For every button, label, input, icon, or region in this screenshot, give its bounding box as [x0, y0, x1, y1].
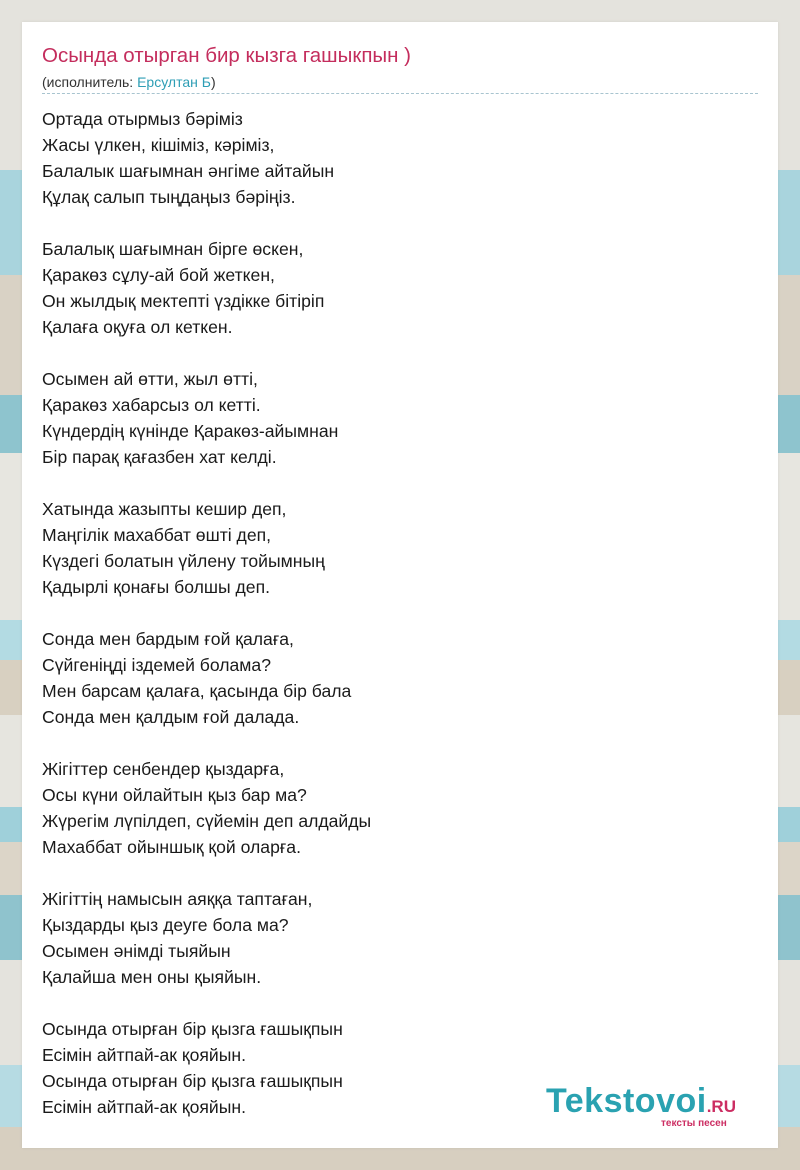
lyric-line: Қалайша мен оны қыяйын.	[42, 967, 262, 987]
lyrics-stanza	[42, 236, 371, 340]
lyric-line: Қаракөз сұлу-ай бой жеткен,	[42, 265, 275, 285]
lyrics-body	[42, 106, 371, 1146]
lyric-line: Осы күни ойлайтын қыз бар ма?	[42, 785, 307, 805]
lyric-line: Қадырлі қонағы болшы деп.	[42, 577, 270, 597]
lyric-line: Осында отырған бір қызга ғашықпын	[42, 1071, 343, 1091]
lyric-line: Осымен әнімді тыяйын	[42, 941, 231, 961]
lyric-line: Хатында жазыпты кешир деп,	[42, 499, 287, 519]
lyrics-stanza	[42, 756, 371, 860]
artist-byline	[42, 74, 216, 90]
lyric-line: Маңгілік махаббат өшті деп,	[42, 525, 272, 545]
lyric-line: Осында отырған бір қызга ғашықпын	[42, 1019, 343, 1039]
lyrics-stanza	[42, 886, 371, 990]
lyric-line: Махаббат ойыншық қой оларға.	[42, 837, 301, 857]
lyric-line: Жігіттің намысын аяққа таптаған,	[42, 889, 313, 909]
lyric-line: Есімін айтпай-ак қояйын.	[42, 1097, 246, 1117]
lyric-line: Сүйгеніңді іздемей болама?	[42, 655, 271, 675]
lyrics-card	[22, 22, 778, 1148]
lyric-line: Осымен ай өтти, жыл өтті,	[42, 369, 258, 389]
lyric-line: Жігіттер сенбендер қыздарға,	[42, 759, 285, 779]
site-logo[interactable]	[546, 1082, 756, 1130]
logo-tagline: тексты песен	[661, 1118, 727, 1129]
logo-tld: .RU	[706, 1097, 736, 1116]
lyric-line: Он жылдық мектепті үздікке бітіріп	[42, 291, 325, 311]
lyric-line: Балалық шағымнан бірге өскен,	[42, 239, 304, 259]
lyric-line: Күздегі болатын үйлену тойымның	[42, 551, 325, 571]
lyrics-stanza	[42, 496, 371, 600]
lyrics-stanza	[42, 1016, 371, 1120]
lyric-line: Қыздарды қыз деуге бола ма?	[42, 915, 289, 935]
lyric-line: Мен барсам қалаға, қасында бір бала	[42, 681, 352, 701]
lyric-line: Жасы үлкен, кішіміз, кәріміз,	[42, 135, 275, 155]
lyrics-stanza	[42, 626, 371, 730]
artist-link[interactable]: Ерсултан Б	[137, 74, 211, 90]
lyric-line: Күндердің күнінде Қаракөз-айымнан	[42, 421, 339, 441]
lyric-line: Құлақ салып тыңдаңыз бәріңіз.	[42, 187, 296, 207]
lyric-line: Сонда мен бардым ғой қалаға,	[42, 629, 294, 649]
lyric-line: Есімін айтпай-ак қояйын.	[42, 1045, 246, 1065]
byline-prefix: (исполнитель:	[42, 74, 138, 90]
logo-text	[546, 1082, 736, 1121]
byline-suffix: )	[210, 74, 216, 90]
lyric-line: Сонда мен қалдым ғой далада.	[42, 707, 300, 727]
lyric-line: Қалаға оқуға ол кеткен.	[42, 317, 233, 337]
lyrics-stanza	[42, 366, 371, 470]
logo-word: Tekstovoi	[546, 1082, 707, 1120]
lyrics-stanza	[42, 106, 371, 210]
lyric-line: Қаракөз хабарсыз ол кетті.	[42, 395, 261, 415]
lyric-line: Балалык шағымнан әнгіме айтайын	[42, 161, 335, 181]
lyric-line: Бір парақ қағазбен хат келді.	[42, 447, 277, 467]
title-divider	[42, 93, 758, 94]
lyric-line: Ортада отырмыз бәріміз	[42, 109, 243, 129]
lyric-line: Жүрегім лүпілдеп, сүйемін деп алдайды	[42, 811, 372, 831]
page-title: Осында отырган бир кызга гашыкпын )	[42, 44, 411, 67]
